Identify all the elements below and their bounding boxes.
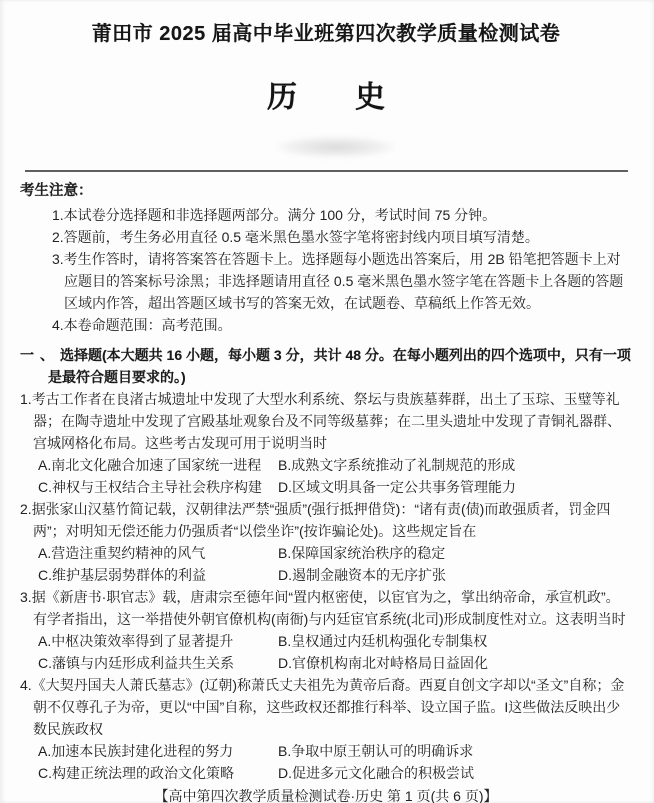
option-row bbox=[38, 564, 632, 586]
notice-item: 1.本试卷分选择题和非选择题两部分。满分 100 分，考试时间 75 分钟。 bbox=[52, 207, 497, 223]
option-row bbox=[38, 542, 632, 564]
question-4 bbox=[20, 674, 632, 784]
option-row bbox=[38, 762, 632, 784]
option-a: A.营造注重契约精神的风气 bbox=[38, 545, 206, 561]
question-3 bbox=[20, 586, 632, 674]
question-text: 考古工作者在良渚古城遗址中发现了大型水利系统、祭坛与贵族墓葬群，出土了玉琮、玉璧等礼器；在陶寺遗址中发现了宫殿基址观象台及不同等级墓葬；在二里头遗址中发现了青铜礼器群、宫城网格化布局。这些考古发现可用于说明当时 bbox=[31, 391, 621, 451]
option-row bbox=[38, 476, 632, 498]
option-d: D.区域文明具备一定公共事务管理能力 bbox=[278, 479, 516, 495]
question-stem bbox=[20, 498, 632, 542]
scan-smudge-artifact bbox=[276, 136, 396, 158]
question-2 bbox=[20, 498, 632, 586]
option-b: B.成熟文字系统推动了礼制规范的形成 bbox=[278, 457, 516, 473]
options bbox=[20, 630, 632, 674]
question-number: 4. bbox=[20, 677, 32, 693]
option-row bbox=[38, 740, 632, 762]
question-1 bbox=[20, 388, 632, 498]
option-c: C.构建正统法理的政治文化策略 bbox=[38, 765, 234, 781]
option-b: B.争取中原王朝认可的明确诉求 bbox=[278, 743, 474, 759]
question-number: 2. bbox=[20, 501, 32, 517]
question-stem bbox=[20, 674, 632, 740]
option-d: D.促进多元文化融合的积极尝试 bbox=[278, 765, 474, 781]
question-text: 《大契丹国夫人萧氏墓志》(辽朝)称萧氏丈夫祖先为黄帝后裔。西夏自创文字却以“圣文”自称；金朝不仅尊孔子为帝，更以“中国”自称，这些政权还都推行科举、设立国子监。I这些做法反映出少数民族政权 bbox=[31, 677, 625, 737]
options bbox=[20, 740, 632, 784]
option-a: A.加速本民族封建化进程的努力 bbox=[38, 743, 234, 759]
page-title: 莆田市 2025 届高中毕业班第四次教学质量检测试卷 bbox=[91, 23, 561, 45]
section-number: 一、 bbox=[20, 347, 60, 363]
option-row bbox=[38, 454, 632, 476]
option-c: C.维护基层弱势群体的利益 bbox=[38, 567, 206, 583]
option-a: A.南北文化融合加速了国家统一进程 bbox=[38, 457, 262, 473]
option-a: A.中枢决策效率得到了显著提升 bbox=[38, 633, 234, 649]
question-stem bbox=[20, 388, 632, 454]
question-number: 3. bbox=[20, 589, 32, 605]
section-heading-text: 选择题(本大题共 16 小题，每小题 3 分，共计 48 分。在每小题列出的四个选项中，只有一项是最符合题目要求的。) bbox=[48, 347, 631, 385]
question-number: 1. bbox=[20, 391, 32, 407]
option-row bbox=[38, 630, 632, 652]
option-c: C.藩镇与内廷形成利益共生关系 bbox=[38, 655, 234, 671]
header-divider bbox=[25, 170, 628, 172]
notice-list bbox=[20, 204, 632, 336]
notice-item: 3.考生作答时，请将答案答在答题卡上。选择题每小题选出答案后，用 2B 铅笔把答题卡上对应题目的答案标号涂黑；非选择题请用直径 0.5 毫米黑色墨水签字笔在答题卡上各题的答题区域内作答，超出答题区域书写的答案无效，在试题卷、草稿纸上作答无效。 bbox=[52, 251, 624, 311]
section-heading bbox=[20, 344, 632, 388]
options bbox=[20, 454, 632, 498]
option-b: B.保障国家统治秩序的稳定 bbox=[278, 545, 446, 561]
notice-item: 4.本卷命题范围：高考范围。 bbox=[52, 317, 232, 333]
question-text: 据《新唐书·职官志》载，唐肃宗至德年间“置内枢密使，以宦官为之，掌出纳帝命，承宣机政”。有学者指出，这一举措使外朝官僚机构(南衙)与内廷宦官系统(北司)形成制度性对立。这表明当时 bbox=[31, 589, 626, 627]
notice-item: 2.答题前，考生务必用直径 0.5 毫米黑色墨水签字笔将密封线内项目填写清楚。 bbox=[52, 229, 539, 245]
question-stem bbox=[20, 586, 632, 630]
option-b: B.皇权通过内廷机构强化专制集权 bbox=[278, 633, 488, 649]
question-text: 据张家山汉墓竹简记载，汉朝律法严禁“强质”(强行抵押借贷)：“诸有责(债)而敢强质者，罚金四两”；对明知无偿还能力仍强质者“以偿坐诈”(按诈骗论处)。这些规定旨在 bbox=[31, 501, 611, 539]
options bbox=[20, 542, 632, 586]
option-row bbox=[38, 652, 632, 674]
option-d: D.遏制金融资本的无序扩张 bbox=[278, 567, 446, 583]
notice-heading: 考生注意： bbox=[20, 183, 93, 199]
page-footer: 【高中第四次教学质量检测试卷·历史 第 1 页(共 6 页)】 bbox=[154, 788, 498, 803]
subject-title: 历 史 bbox=[267, 81, 399, 114]
option-c: C.神权与王权结合主导社会秩序构建 bbox=[38, 479, 262, 495]
option-d: D.官僚机构南北对峙格局日益固化 bbox=[278, 655, 488, 671]
